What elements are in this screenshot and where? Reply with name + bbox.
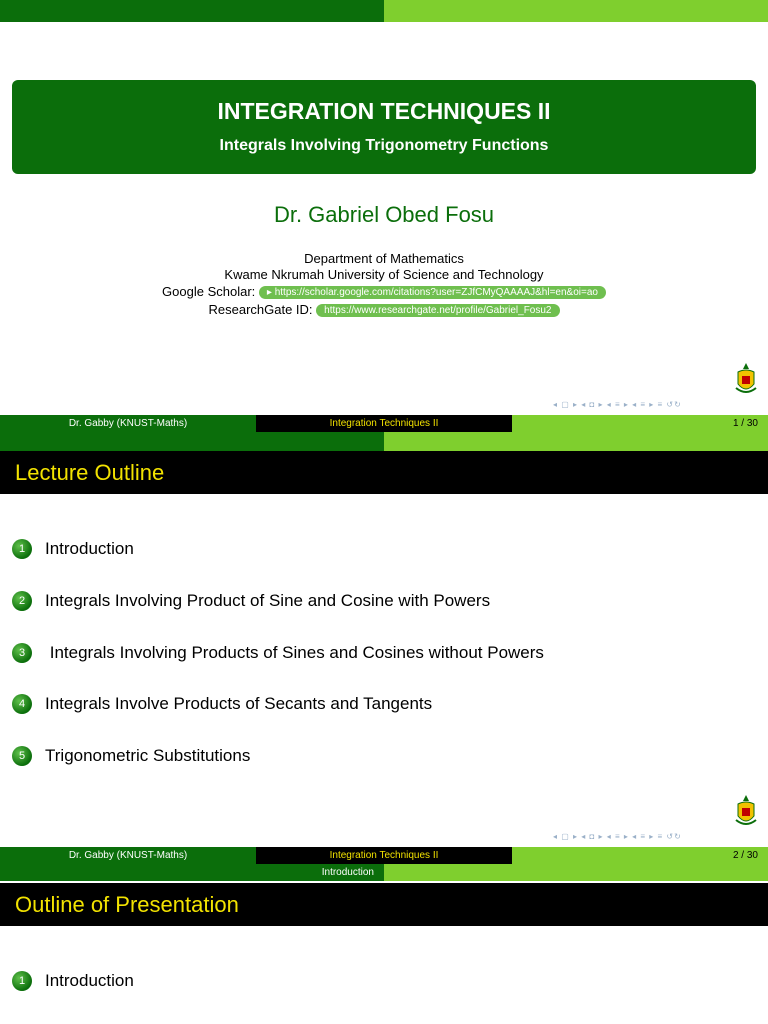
section-name: Introduction (321, 867, 374, 878)
footer (0, 847, 768, 864)
page-number: 1 / 30 (732, 418, 758, 429)
item-number-ball: 3 (12, 643, 32, 663)
researchgate-line (0, 302, 768, 317)
researchgate-link[interactable]: https://www.researchgate.net/profile/Gabriel_Fosu2 (316, 304, 559, 317)
page-number: 2 / 30 (732, 850, 758, 861)
outline-item-label: Integrals Involving Products of Sines and Cosines without Powers (45, 643, 544, 662)
google-scholar-line (0, 284, 768, 299)
author-name: Dr. Gabriel Obed Fosu (273, 202, 495, 227)
item-number-ball: 1 (12, 971, 32, 991)
link-arrow-icon: ▸ (266, 287, 272, 299)
beamer-navigation-icons[interactable]: ◂ ▢ ▸ ◂ ◘ ▸ ◂ ≡ ▸ ◂ ≡ ▸ ≡ ↺↻ (553, 832, 682, 841)
item-number-ball: 4 (12, 694, 32, 714)
outline-item[interactable] (12, 693, 432, 715)
section-nav-right (384, 864, 768, 881)
outline-item-label: Introduction (45, 539, 134, 558)
department: Department of Mathematics (304, 251, 464, 266)
item-number-ball: 2 (12, 591, 32, 611)
header-bar-right (384, 432, 768, 451)
footer-page-box (512, 847, 768, 864)
outline-item[interactable] (12, 745, 250, 767)
footer-author: Dr. Gabby (KNUST-Maths) (0, 415, 256, 432)
frame-title: Lecture Outline (0, 451, 768, 494)
google-scholar-url: https://scholar.google.com/citations?user=ZJfCMyQAAAAJ&hl=en&oi=ao (274, 287, 598, 299)
footer-title: Integration Techniques II (256, 847, 512, 864)
footer-page-box (512, 415, 768, 432)
outline-slide (0, 432, 768, 864)
outline-item[interactable] (12, 642, 544, 664)
title-slide (0, 0, 768, 432)
title-box (12, 80, 756, 174)
knust-crest-logo (734, 794, 758, 828)
presentation-outline-slide (0, 864, 768, 1024)
researchgate-label: ResearchGate ID: (208, 302, 313, 317)
outline-item-label: Introduction (45, 971, 134, 990)
knust-crest-logo (734, 362, 758, 396)
outline-item[interactable] (12, 970, 134, 992)
outline-item[interactable] (12, 590, 490, 612)
presentation-subtitle: Integrals Involving Trigonometry Functions (219, 137, 549, 154)
header-bar-left (0, 432, 384, 451)
outline-item-label: Trigonometric Substitutions (45, 746, 251, 765)
google-scholar-link[interactable] (259, 286, 606, 299)
outline-item-label: Integrals Involve Products of Secants and Tangents (45, 694, 433, 713)
university: Kwame Nkrumah University of Science and Technology (224, 267, 544, 282)
footer-author: Dr. Gabby (KNUST-Maths) (0, 847, 256, 864)
google-scholar-label: Google Scholar: (162, 284, 256, 299)
header-bar-left (0, 0, 384, 22)
header-bar-right (384, 0, 768, 22)
frame-title: Outline of Presentation (0, 883, 768, 926)
footer (0, 415, 768, 432)
section-nav[interactable] (0, 864, 384, 881)
outline-item-label: Integrals Involving Product of Sine and Cosine with Powers (45, 591, 491, 610)
footer-title: Integration Techniques II (256, 415, 512, 432)
outline-item[interactable] (12, 538, 134, 560)
beamer-navigation-icons[interactable]: ◂ ▢ ▸ ◂ ◘ ▸ ◂ ≡ ▸ ◂ ≡ ▸ ≡ ↺↻ (553, 400, 682, 409)
presentation-title: INTEGRATION TECHNIQUES II (217, 98, 551, 124)
item-number-ball: 5 (12, 746, 32, 766)
item-number-ball: 1 (12, 539, 32, 559)
